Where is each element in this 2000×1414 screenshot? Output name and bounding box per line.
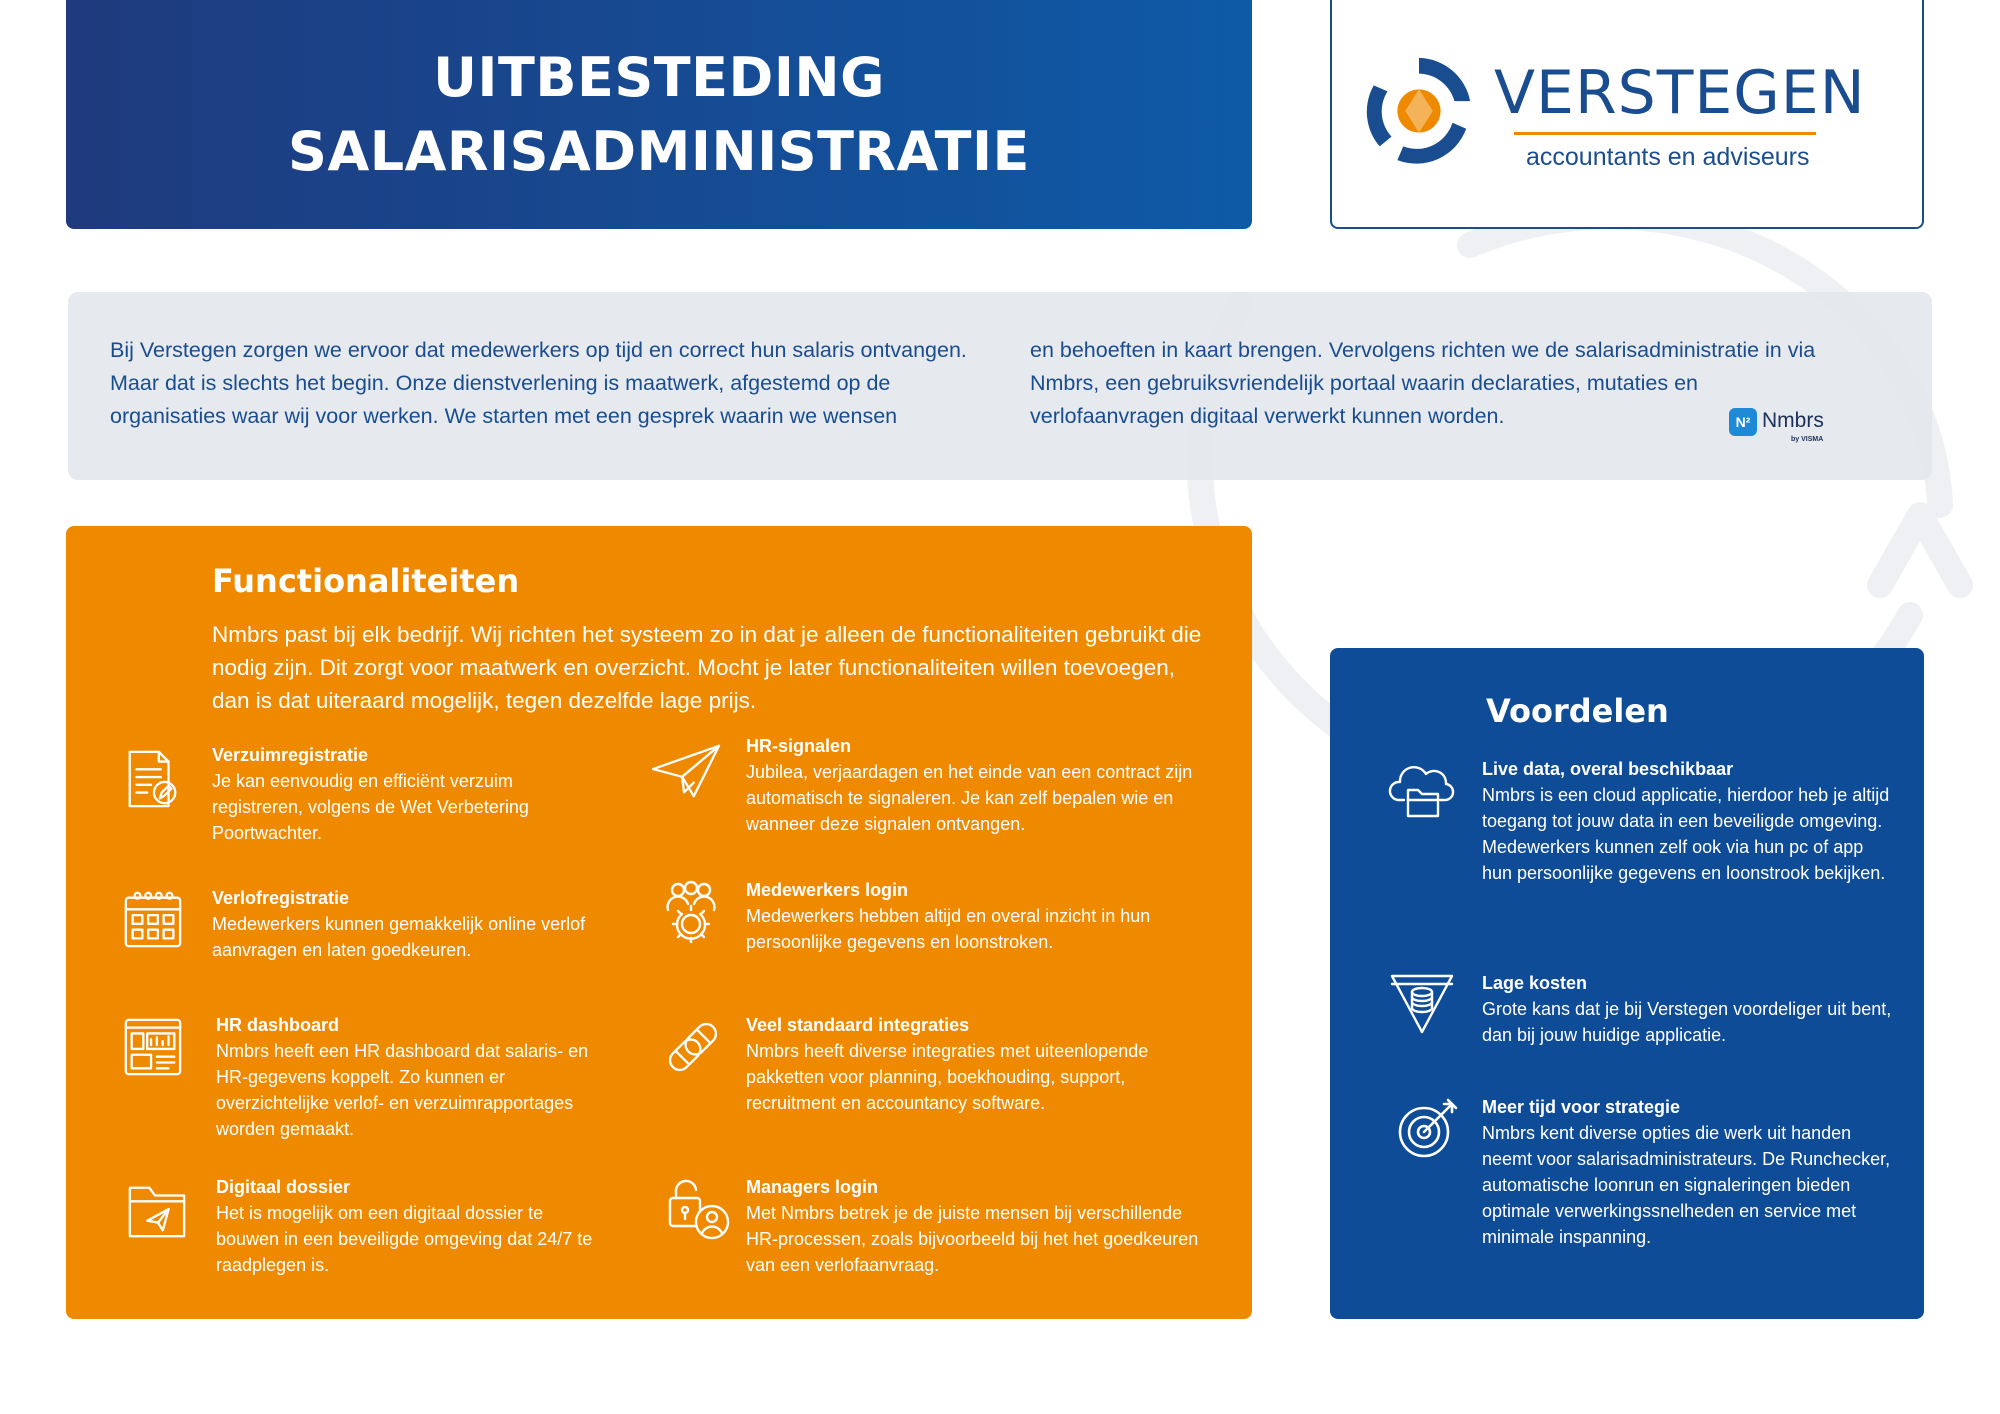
company-logo	[1330, 0, 1924, 229]
logo-name: VERSTEGEN	[1494, 58, 1866, 128]
folder-send-icon	[126, 1180, 188, 1242]
chain-link-icon	[662, 1016, 724, 1078]
page-title-line-2: SALARISADMINISTRATIE	[288, 119, 1030, 183]
feature-title: Verlofregistratie	[212, 888, 350, 908]
nmbrs-byline: by VISMA	[1791, 436, 1824, 443]
nmbrs-logo	[1729, 408, 1829, 444]
feature-description: Jubilea, verjaardagen en het einde van een contract zijn automatisch te signaleren. Je kan zelf bepalen wie en wanneer deze signalen ontvangen.	[746, 762, 1193, 834]
dashboard-icon	[122, 1016, 184, 1078]
feature-hr-dashboard	[216, 1012, 596, 1142]
logo-tagline: accountants en adviseurs	[1526, 143, 1810, 171]
feature-title: Digitaal dossier	[216, 1177, 351, 1197]
feature-description: Het is mogelijk om een digitaal dossier te bouwen in een beveiligde omgeving dat 24/7 te raadplegen is.	[216, 1203, 593, 1275]
feature-title: HR-signalen	[746, 736, 852, 756]
lock-user-icon	[666, 1176, 732, 1242]
paper-plane-icon	[648, 740, 724, 802]
feature-integraties	[746, 1012, 1216, 1116]
feature-digitaal-dossier	[216, 1174, 596, 1278]
feature-description: Nmbrs heeft diverse integraties met uiteenlopende pakketten voor planning, boekhouding, support, recruitment en accountancy software.	[746, 1041, 1149, 1113]
logo-divider	[1514, 132, 1816, 135]
functionaliteiten-panel	[66, 526, 1252, 1319]
document-pencil-icon	[122, 748, 184, 810]
feature-description: Met Nmbrs betrek je de juiste mensen bij verschillende HR-processen, zoals bijvoorbeeld bij het het goedkeuren van een verlofaanvraag.	[746, 1203, 1199, 1275]
intro-panel	[68, 292, 1932, 480]
advantage-title: Lage kosten	[1482, 973, 1588, 993]
feature-title: HR dashboard	[216, 1015, 340, 1035]
feature-description: Medewerkers hebben altijd en overal inzicht in hun persoonlijke gegevens en loonstroken.	[746, 906, 1151, 952]
feature-description: Nmbrs heeft een HR dashboard dat salaris- en HR-gegevens koppelt. Zo kunnen er overzichtelijke verlof- en verzuimrapportages worden gemaakt.	[216, 1041, 589, 1139]
functionaliteiten-intro: Nmbrs past bij elk bedrijf. Wij richten het systeem zo in dat je alleen de functionaliteiten gebruikt die nodig zijn. Dit zorgt voor maatwerk en overzicht. Mocht je later functionaliteiten willen toevoegen, dan is dat uiteraard mogelijk, tegen dezelfde lage prijs.	[212, 622, 1202, 713]
title-banner	[66, 0, 1252, 229]
voordelen-title: Voordelen	[1486, 692, 1669, 730]
feature-verzuimregistratie	[212, 742, 592, 846]
feature-verlofregistratie	[212, 885, 592, 963]
feature-title: Medewerkers login	[746, 880, 909, 900]
advantage-meer-tijd	[1482, 1094, 1892, 1250]
feature-hr-signalen	[746, 733, 1216, 837]
feature-title: Managers login	[746, 1177, 879, 1197]
advantage-lage-kosten	[1482, 970, 1892, 1048]
advantage-title: Live data, overal beschikbaar	[1482, 759, 1734, 779]
coins-down-icon	[1388, 970, 1456, 1038]
intro-text-right: en behoeften in kaart brengen. Vervolgens richten we de salarisadministratie in via Nmbrs, een gebruiksvriendelijk portaal waarin declaraties, mutaties en verlofaanvragen digitaal verwerkt kunnen worden.	[1030, 338, 1816, 428]
calendar-icon	[122, 888, 184, 950]
advantage-description: Nmbrs kent diverse opties die werk uit handen neemt voor salarisadministrateurs. De Runchecker, automatische loonrun en signaleringen bieden optimale verwerkingssnelheden en service met minimale inspanning.	[1482, 1123, 1891, 1247]
feature-medewerkers-login	[746, 877, 1216, 955]
feature-title: Veel standaard integraties	[746, 1015, 970, 1035]
team-gear-icon	[658, 880, 724, 946]
advantage-live-data	[1482, 756, 1892, 886]
cloud-folder-icon	[1388, 756, 1456, 824]
target-icon	[1396, 1096, 1460, 1160]
verstegen-logo-icon	[1360, 52, 1478, 170]
nmbrs-badge-icon: N²	[1729, 408, 1757, 436]
feature-title: Verzuimregistratie	[212, 745, 369, 765]
nmbrs-wordmark: Nmbrs	[1762, 409, 1824, 432]
advantage-title: Meer tijd voor strategie	[1482, 1097, 1681, 1117]
voordelen-panel	[1330, 648, 1924, 1319]
intro-text-left: Bij Verstegen zorgen we ervoor dat medewerkers op tijd en correct hun salaris ontvangen. Maar dat is slechts het begin. Onze dienstverlening is maatwerk, afgestemd op de organisaties waar wij voor werken. We starten met een gesprek waarin we wensen	[110, 338, 967, 428]
feature-description: Medewerkers kunnen gemakkelijk online verlof aanvragen en laten goedkeuren.	[212, 914, 586, 960]
advantage-description: Nmbrs is een cloud applicatie, hierdoor heb je altijd toegang tot jouw data in een beveiligde omgeving. Medewerkers kunnen zelf ook via hun pc of app hun persoonlijke gegevens en loonstrook bekijken.	[1482, 785, 1890, 883]
feature-description: Je kan eenvoudig en efficiënt verzuim registreren, volgens de Wet Verbetering Poortwachter.	[212, 771, 529, 843]
feature-managers-login	[746, 1174, 1216, 1278]
page-title-line-1: UITBESTEDING	[433, 45, 885, 109]
functionaliteiten-title: Functionaliteiten	[212, 562, 520, 600]
advantage-description: Grote kans dat je bij Verstegen voordeliger uit bent, dan bij jouw huidige applicatie.	[1482, 999, 1892, 1045]
